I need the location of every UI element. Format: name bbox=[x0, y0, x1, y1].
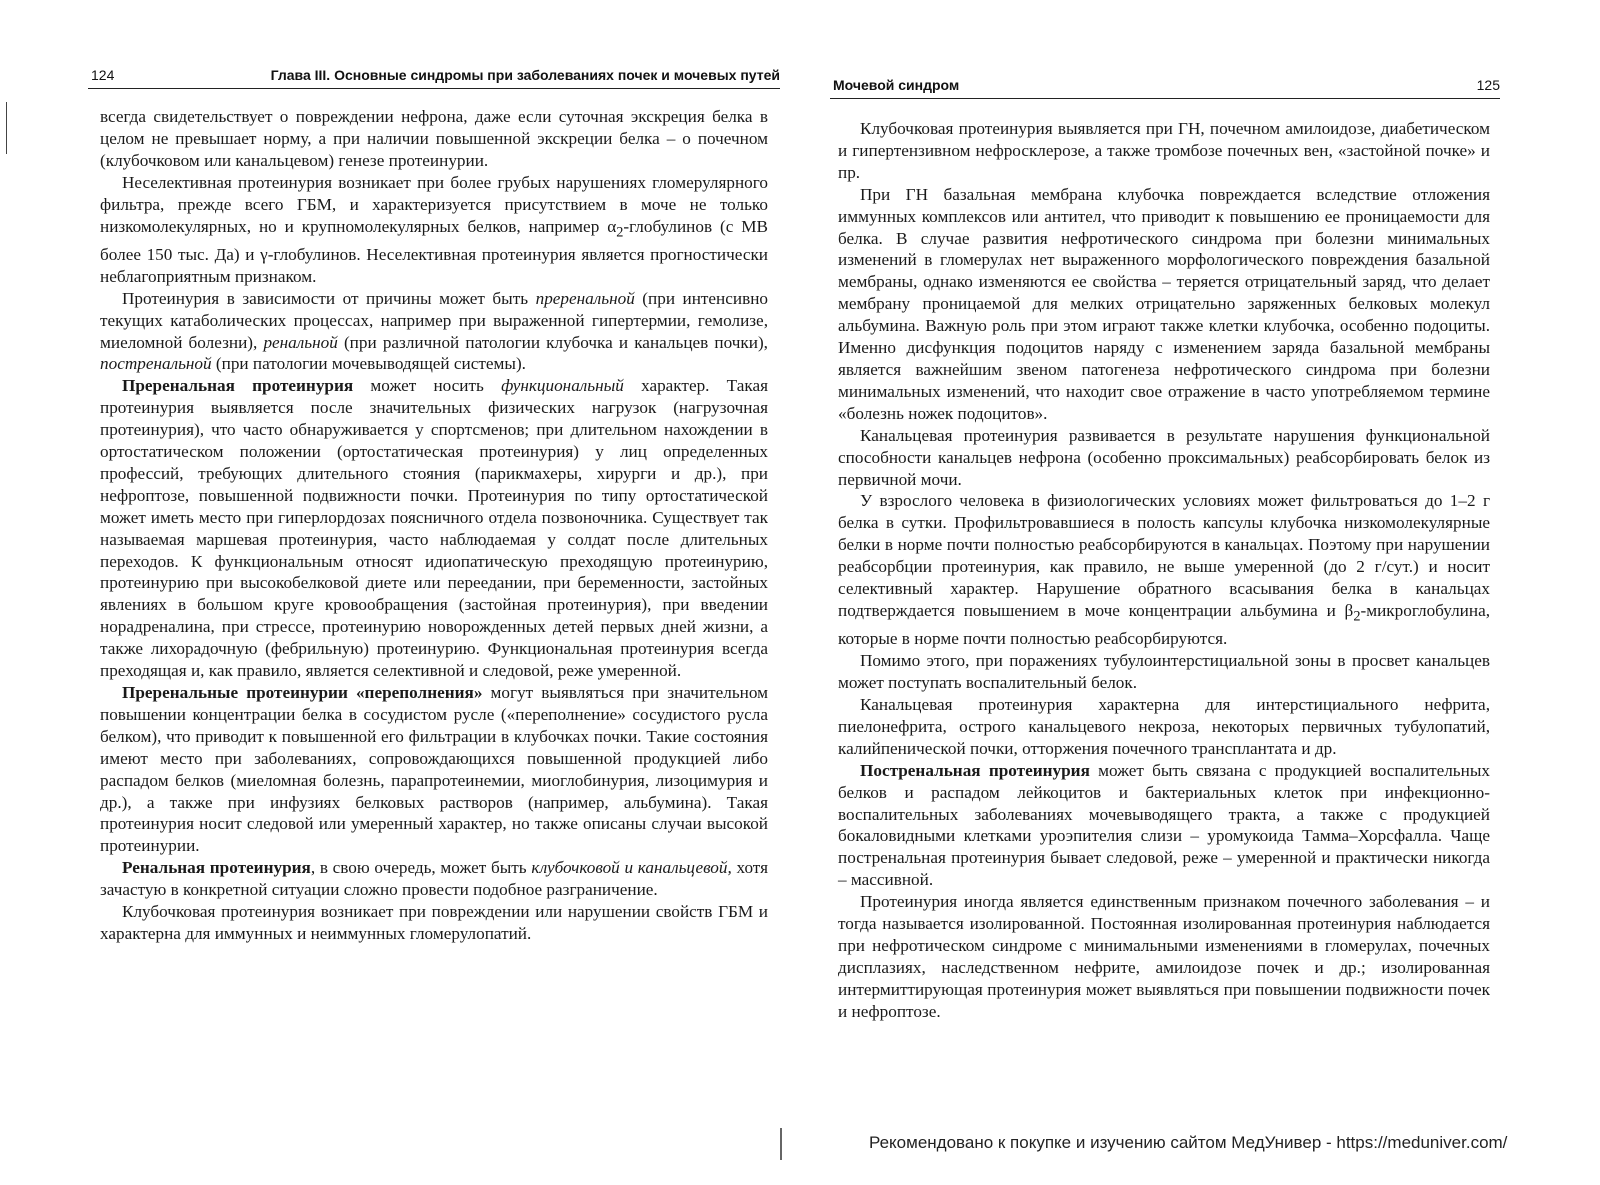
text-run: -микроглобулина, которые в норме почти полностью реабсорбируются. bbox=[838, 600, 1490, 649]
text-run: При ГН базальная мембрана клубочка повреждается вследствие отложения иммунных комплексов или антител, что приводит к повышению ее проницаемости для белка. В случае развития нефротического синдрома при болезни минимальных изменений в гломерулах нет выраженного морфологического повреждения базальной мембраны, однако изменяются ее свойства – теряется отрицательный заряд, что делает мембрану проницаемой для мелких отрицательно заряженных белковых молекул альбумина. Важную роль при этом играют также клетки клубочка, особенно подоциты. Именно дисфункция подоцитов наряду с изменением заряда базальной мембраны является важнейшим звеном патогенеза нефротического синдрома при болезни минимальных изменений, что находит свое отражение в часто употребляемом термине «болезнь ножек подоцитов». bbox=[838, 184, 1490, 423]
paragraph bbox=[100, 857, 768, 901]
paragraph bbox=[838, 650, 1490, 694]
paragraph bbox=[838, 490, 1490, 650]
text-run: Протеинурия в зависимости от причины может быть bbox=[122, 288, 536, 308]
paragraph bbox=[838, 184, 1490, 425]
paragraph bbox=[100, 375, 768, 682]
paragraph bbox=[100, 172, 768, 288]
bold-term: Постренальная протеинурия bbox=[860, 760, 1090, 780]
italic-term: клубочковой и канальцевой, bbox=[531, 858, 732, 878]
text-run: всегда свидетельствует о повреждении нефрона, даже если суточная экскреция белка в целом не превышает норму, а при наличии повышенной экскреции белка – о почечном (клубочковом или канальцевом) генезе протеинурии. bbox=[100, 107, 768, 170]
footer-recommendation: Рекомендовано к покупке и изучению сайтом МедУнивер - https://meduniver.com/ bbox=[869, 1133, 1508, 1152]
paragraph bbox=[838, 425, 1490, 491]
text-run: Клубочковая протеинурия выявляется при ГН, почечном амилоидозе, диабетическом и гипертензивном нефросклерозе, а также тромбозе почечных вен, «застойной почке» и пр. bbox=[838, 119, 1490, 182]
margin-mark bbox=[6, 102, 7, 154]
right-running-title: Мочевой синдром bbox=[833, 77, 960, 93]
paragraph bbox=[838, 694, 1490, 760]
text-run: (при патологии мочевыводящей системы). bbox=[211, 354, 526, 374]
text-run: хотя зачастую в конкретной ситуации сложно провести подобное разграничение. bbox=[100, 858, 768, 900]
paragraph bbox=[100, 288, 768, 376]
text-run: (при различной патологии клубочка и канальцев почки), bbox=[337, 332, 768, 352]
subscript: 2 bbox=[616, 223, 624, 240]
text-run: (при интенсивно текущих катаболических процессах, например при выраженной гипертермии, гемолизе, миеломной болезни), bbox=[100, 288, 768, 352]
left-page-number: 124 bbox=[91, 67, 115, 83]
paragraph bbox=[100, 901, 768, 945]
subscript: 2 bbox=[1353, 608, 1361, 625]
italic-term: преренальной bbox=[535, 288, 635, 308]
left-text-column bbox=[100, 106, 768, 945]
text-run: Канальцевая протеинурия развивается в результате нарушения функциональной способности канальцев нефрона (особенно проксимальных) реабсорбировать белок из первичной мочи. bbox=[838, 425, 1490, 489]
spine-mark bbox=[780, 1128, 796, 1160]
right-text-column bbox=[838, 118, 1490, 1023]
text-run: может быть связана с продукцией воспалительных белков и распадом лейкоцитов и бактериальных клеток при инфекционно-воспалительных заболеваниях мочевыводящего тракта, а также с продукцией бокаловидными клетками уроэпителия слизи – уромукоида Тамма–Хорсфалла. Чаще постренальная протеинурия бывает следовой, реже – умеренной и практически никогда – массивной. bbox=[838, 760, 1490, 890]
text-run: , в свою очередь, может быть bbox=[310, 858, 532, 878]
text-run: У взрослого человека в физиологических условиях может фильтроваться до 1–2 г белка в сутки. Профильтровавшиеся в полость капсулы клубочка низкомолекулярные белки в норме почти полностью реабсорбируются в канальцах. Поэтому при нарушении реабсорбции протеинурия, как правило, не выше умеренной (до 2 г/сут.) и носит селективный характер. Нарушение обратного всасывания белка в канальцах подтверждается повышением в моче концентрации альбумина и β bbox=[838, 491, 1490, 620]
text-run: могут выявляться при значительном повышении концентрации белка в сосудистом русле («переполнение» сосудистого русла белком), что приводит к повышенной его фильтрации в клубочках почки. Такие состояния имеют место при заболеваниях, сопровождающихся повышенной продукцией либо распадом белков (миеломная болезнь, парапротеинемии, миоглобинурия, лизоцимурия и др.), а также при инфузиях белковых растворов (например, альбумина). Такая протеинурия носит следовой или умеренный характер, но также описаны случаи высокой протеинурии. bbox=[100, 683, 768, 856]
left-running-title: Глава III. Основные синдромы при заболеваниях почек и мочевых путей bbox=[270, 67, 780, 83]
bold-term: Ренальная протеинурия bbox=[122, 858, 311, 878]
text-run: может носить bbox=[353, 376, 502, 396]
right-page-number: 125 bbox=[1476, 77, 1500, 93]
text-run: Помимо этого, при поражениях тубулоинтерстициальной зоны в просвет канальцев может поступать воспалительный белок. bbox=[838, 651, 1490, 693]
right-running-head bbox=[830, 72, 1500, 99]
text-run: Протеинурия иногда является единственным признаком почечного заболевания – и тогда называется изолированной. Постоянная изолированная протеинурия наблюдается при нефротическом синдроме с минимальными изменениями в гломерулах, почечных дисплазиях, наследственном нефрите, амилоидозе почек и др.; изолированная интермиттирующая протеинурия может выявляться при повышении подвижности почек и нефроптозе. bbox=[838, 892, 1490, 1021]
paragraph bbox=[838, 118, 1490, 184]
text-run: Канальцевая протеинурия характерна для интерстициального нефрита, пиелонефрита, острого канальцевого некроза, некоторых первичных тубулопатий, калийпенической почки, отторжения почечного трансплантата и др. bbox=[838, 695, 1490, 758]
paragraph bbox=[838, 891, 1490, 1022]
text-run: -глобулинов (с МВ более 150 тыс. Да) и γ-глобулинов. Неселективная протеинурия является прогностически неблагоприятным признаком. bbox=[100, 216, 769, 286]
italic-term: ренальной bbox=[263, 332, 338, 352]
paragraph bbox=[100, 106, 768, 172]
right-page bbox=[800, 0, 1600, 1185]
paragraph bbox=[838, 760, 1490, 891]
italic-term: функциональный bbox=[501, 376, 624, 396]
bold-term: Преренальные протеинурии «переполнения» bbox=[122, 683, 483, 702]
paragraph bbox=[100, 682, 768, 857]
text-run: Клубочковая протеинурия возникает при повреждении или нарушении свойств ГБМ и характерна для иммунных и неиммунных гломерулопатий. bbox=[100, 902, 768, 943]
italic-term: постренальной bbox=[100, 354, 212, 374]
bold-term: Преренальная протеинурия bbox=[122, 376, 354, 396]
left-running-head bbox=[88, 62, 780, 89]
text-run: Неселективная протеинурия возникает при более грубых нарушениях гломерулярного фильтра, прежде всего ГБМ, и характеризуется присутствием в моче не только низкомолекулярных, но и крупномолекулярных белков, например α bbox=[100, 172, 768, 236]
text-run: характер. Такая протеинурия выявляется после значительных физических нагрузок (нагрузочная протеинурия), что часто обнаруживается у спортсменов; при длительном нахождении в ортостатическом положении (ортостатическая протеинурия) у лиц определенных профессий, требующих длительного стояния (парикмахеры, хирурги и др.), при нефроптозе, повышенной подвижности почки. Протеинурия по типу ортостатической может иметь место при гиперлордозах поясничного отдела позвоночника. Существует так называемая маршевая протеинурия, часто наблюдаемая у солдат после длительных переходов. К функциональным относят идиопатическую преходящую протеинурию, протеинурию при высокобелковой диете или переедании, при беременности, застойных явлениях в большом круге кровообращения (застойная протеинурия), при введении норадреналина, при стрессе, протеинурию новорожденных детей первых дней жизни, а также лихорадочную (фебрильную) протеинурию. Функциональная протеинурия всегда преходящая и, как правило, является селективной и следовой, реже умеренной. bbox=[100, 376, 768, 681]
